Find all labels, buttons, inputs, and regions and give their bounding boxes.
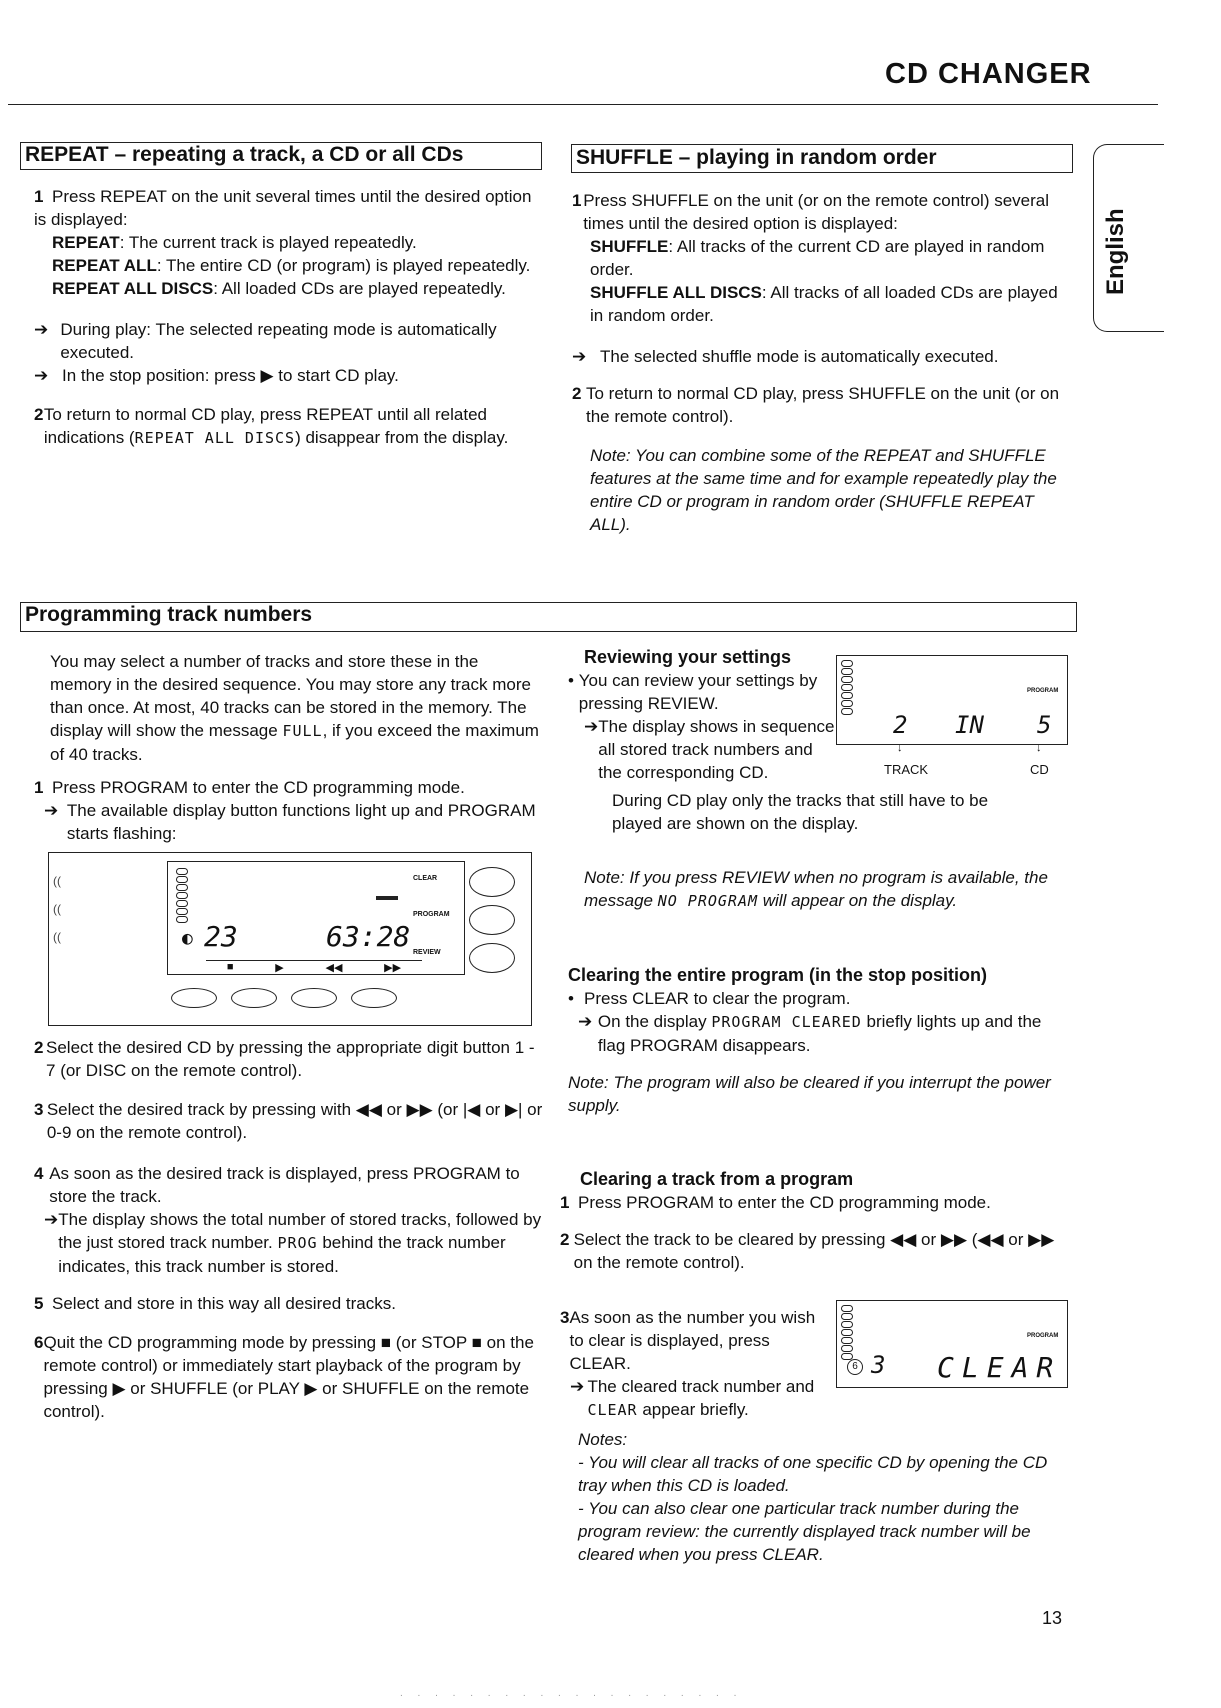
clearing-track-step3-arrow-b: appear briefly. — [637, 1400, 749, 1419]
repeat-opt1-text: : The current track is played repeatedly. — [119, 233, 417, 252]
repeat-step2-lcd: REPEAT ALL DISCS — [134, 429, 296, 447]
scan-artifact: . . . . . . . . . . . . . . . . . . . . — [400, 1688, 743, 1699]
review-display — [836, 655, 1068, 745]
display-button-column — [411, 861, 463, 973]
stop-button-icon[interactable]: ■ — [226, 961, 234, 973]
disc-indicator-stack — [841, 660, 853, 716]
clearing-track-step3-lcd: CLEAR — [587, 1401, 638, 1419]
review-lcd-right: 5 — [1037, 711, 1052, 739]
clearing-all-heading: Clearing the entire program (in the stop position) — [568, 965, 988, 985]
lcd-track: 23 — [204, 920, 238, 953]
header-rule — [8, 104, 1158, 105]
programming-step4-arrow-a: The display shows the total number of stored tracks, followed by the just stored track number. — [58, 1210, 542, 1252]
shuffle-body — [572, 189, 1072, 536]
arrow-icon: ➔ — [44, 801, 59, 820]
disc-indicator-stack — [176, 868, 188, 924]
programming-step3-text: Select the desired track by pressing with ◀◀ or ▶▶ (or |◀ or ▶| or 0-9 on the remote control). — [46, 1100, 543, 1142]
bullet-icon: • — [568, 671, 574, 690]
clearing-track-step3-arrow-a: The cleared track number and — [587, 1377, 815, 1396]
programming-step1-num: 1 — [34, 778, 44, 797]
page-number: 13 — [1042, 1608, 1063, 1628]
programming-step4-lcd: PROG — [277, 1234, 318, 1252]
repeat-step1-text: Press REPEAT on the unit several times until the desired option is displayed: — [34, 187, 532, 229]
clearing-all-arrow-b: briefly lights up and the flag PROGRAM disappears. — [597, 1012, 1042, 1055]
reviewing-cont: During CD play only the tracks that still have to be played are shown on the display. — [612, 791, 989, 833]
digit-button[interactable] — [171, 988, 217, 1008]
shuffle-opt2-label: SHUFFLE ALL DISCS — [590, 283, 762, 302]
next-button-icon[interactable]: ▶▶ — [384, 962, 402, 974]
disc-number-icon: 6 — [847, 1359, 863, 1375]
programming-step5-num: 5 — [34, 1294, 44, 1313]
repeat-opt3-label: REPEAT ALL DISCS — [52, 279, 214, 298]
reviewing-section — [568, 646, 836, 784]
programming-steps — [34, 1036, 546, 1423]
clearing-all-note: Note: The program will also be cleared if you interrupt the power supply. — [568, 1073, 1051, 1115]
arrow-icon: ➔ — [34, 320, 49, 339]
clearing-track-step1-num: 1 — [560, 1193, 570, 1212]
shuffle-opt1-label: SHUFFLE — [590, 237, 669, 256]
programming-step3-num: 3 — [34, 1100, 44, 1119]
shuffle-step2-num: 2 — [572, 384, 582, 403]
clearing-track-heading: Clearing a track from a program — [580, 1169, 854, 1189]
review-lcd-left: 2 — [893, 711, 908, 739]
programming-step4-num: 4 — [34, 1164, 44, 1183]
clearing-track-note2: - You can also clear one particular track number during the program review: the currently displayed track number will be cleared when you press CLEAR. — [578, 1499, 1031, 1564]
repeat-heading: REPEAT – repeating a track, a CD or all CDs — [25, 143, 464, 166]
clearing-track-step2-num: 2 — [560, 1230, 570, 1249]
shuffle-step1-text: Press SHUFFLE on the unit (or on the remote control) several times until the desired option is displayed: — [583, 191, 1050, 233]
clear-display — [836, 1300, 1068, 1388]
repeat-opt3-text: : All loaded CDs are played repeatedly. — [213, 279, 506, 298]
track-label: TRACK — [884, 762, 929, 777]
repeat-arrow2: In the stop position: press ▶ to start CD play. — [62, 366, 399, 385]
clearing-track-section — [560, 1168, 1070, 1274]
programming-heading-box — [20, 602, 1077, 632]
programming-intro-lcd: FULL — [282, 722, 323, 740]
prev-button-icon[interactable]: ◀◀ — [325, 962, 343, 974]
programming-step5-text: Select and store in this way all desired tracks. — [52, 1294, 396, 1313]
program-flag — [376, 896, 398, 900]
reviewing-note — [584, 866, 1054, 913]
reviewing-note-lcd: NO PROGRAM — [657, 892, 759, 910]
shuffle-step2-text: To return to normal CD play, press SHUFFLE on the unit (or on the remote control). — [586, 384, 1060, 426]
programming-step1-text: Press PROGRAM to enter the CD programming mode. — [52, 778, 465, 797]
repeat-arrow1: During play: The selected repeating mode is automatically executed. — [60, 320, 497, 362]
programming-step1 — [34, 776, 544, 845]
review-button-label: REVIEW — [413, 949, 441, 956]
review-button[interactable] — [469, 943, 515, 973]
programming-step1-arrow: The available display button functions light up and PROGRAM starts flashing: — [66, 801, 536, 843]
page-title: CD CHANGER — [885, 58, 1092, 90]
clearing-track-notes-head: Notes: — [578, 1430, 628, 1449]
repeat-body — [34, 185, 544, 450]
language-tab — [1093, 144, 1164, 332]
reviewing-arrow: The display shows in sequence all stored track numbers and the corresponding CD. — [598, 717, 835, 782]
track-arrow: ↓ — [897, 742, 903, 754]
digit-button[interactable] — [351, 988, 397, 1008]
shuffle-opt2-text: : All tracks of all loaded CDs are played in random order. — [590, 283, 1058, 325]
program-button[interactable] — [469, 905, 515, 935]
programming-intro-b: , if you exceed the maximum of 40 tracks. — [50, 721, 539, 764]
clear-button[interactable] — [469, 867, 515, 897]
repeat-opt2-text: : The entire CD (or program) is played repeatedly. — [156, 256, 531, 275]
clearing-track-notes — [578, 1428, 1058, 1566]
digit-button[interactable] — [291, 988, 337, 1008]
reviewing-heading: Reviewing your settings — [584, 647, 792, 667]
programming-step6-num: 6 — [34, 1333, 44, 1352]
repeat-step2-num: 2 — [34, 405, 44, 424]
arrow-icon: ➔ — [578, 1012, 593, 1031]
bullet-icon: • — [568, 989, 574, 1008]
program-flag: PROGRAM — [1027, 688, 1059, 694]
clear-lcd-track: 3 — [871, 1351, 886, 1379]
clearing-track-note1: - You will clear all tracks of one specific CD by opening the CD tray when this CD is loaded. — [578, 1453, 1048, 1495]
programming-step4-arrow-b: behind the track number indicates, this track number is stored. — [58, 1233, 506, 1276]
shuffle-step1-num: 1 — [572, 191, 582, 210]
cd-arrow: ↓ — [1036, 742, 1042, 754]
clearing-all-section — [568, 964, 1068, 1117]
repeat-heading-box — [20, 142, 542, 170]
programming-step6-text: Quit the CD programming mode by pressing ■ (or STOP ■ on the remote control) or immediately start playback of the program by pressing ▶ or SHUFFLE (or PLAY ▶ or SHUFFLE on the remote control). — [43, 1333, 534, 1421]
repeat-step2-text-b: ) disappear from the display. — [295, 428, 509, 447]
lcd-time: 63:28 — [326, 920, 411, 953]
play-button-icon[interactable]: ▶ — [275, 962, 284, 974]
programming-intro-a: You may select a number of tracks and store these in the memory in the desired sequence. You may store any track more than once. At most, 40 tracks can be stored in the memory. The display will show the message — [50, 652, 531, 740]
clearing-all-bullet: Press CLEAR to clear the program. — [584, 989, 851, 1008]
language-tab-label: English — [1102, 208, 1129, 295]
program-button-label: PROGRAM — [413, 911, 450, 918]
clear-lcd-word: CLEAR — [937, 1351, 1062, 1384]
shuffle-heading-box — [571, 144, 1073, 173]
arrow-icon: ➔ — [34, 366, 49, 385]
lcd-disc-icon: ◐ — [182, 928, 193, 949]
arrow-icon: ➔ — [570, 1377, 585, 1396]
clearing-track-step3 — [560, 1306, 832, 1422]
clearing-track-step3-text: As soon as the number you wish to clear is displayed, press CLEAR. — [569, 1308, 816, 1373]
cd-label: CD — [1030, 762, 1049, 777]
shuffle-heading: SHUFFLE – playing in random order — [576, 146, 937, 169]
disc-indicator-stack — [841, 1305, 853, 1361]
control-panel-illustration — [48, 852, 532, 1026]
arrow-icon: ➔ — [584, 717, 599, 736]
transport-bar — [206, 960, 422, 975]
digit-button[interactable] — [231, 988, 277, 1008]
programming-heading: Programming track numbers — [25, 603, 313, 626]
repeat-step2-text-a: To return to normal CD play, press REPEAT until all related indications ( — [43, 405, 488, 447]
clearing-track-step3-num: 3 — [560, 1308, 570, 1327]
programming-step2-num: 2 — [34, 1038, 44, 1057]
repeat-opt2-label: REPEAT ALL — [52, 256, 157, 275]
shuffle-note: Note: You can combine some of the REPEAT and SHUFFLE features at the same time and for example repeatedly play the entire CD or program in random order (SHUFFLE REPEAT ALL). — [590, 446, 1057, 534]
repeat-opt1-label: REPEAT — [52, 233, 120, 252]
shuffle-opt1-text: : All tracks of the current CD are played in random order. — [590, 237, 1045, 279]
repeat-step1-num: 1 — [34, 187, 44, 206]
clearing-all-arrow-a: On the display — [597, 1012, 712, 1031]
speaker-marks: (( (( (( — [53, 874, 61, 944]
clear-button-label: CLEAR — [413, 875, 438, 882]
review-lcd-mid: IN — [955, 711, 984, 739]
reviewing-note-b: will appear on the display. — [758, 891, 958, 910]
clearing-all-lcd: PROGRAM CLEARED — [711, 1013, 862, 1031]
reviewing-bullet: You can review your settings by pressing REVIEW. — [578, 671, 818, 713]
clearing-track-step1-text: Press PROGRAM to enter the CD programming mode. — [578, 1193, 991, 1212]
programming-intro — [50, 650, 540, 766]
shuffle-arrow1: The selected shuffle mode is automatically executed. — [600, 347, 999, 366]
reviewing-note-a: Note: If you press REVIEW when no program is available, the message — [584, 868, 1048, 910]
arrow-icon: ➔ — [572, 347, 587, 366]
program-flag: PROGRAM — [1027, 1333, 1059, 1339]
programming-step2-text: Select the desired CD by pressing the appropriate digit button 1 - 7 (or DISC on the remote control). — [46, 1038, 535, 1080]
arrow-icon: ➔ — [44, 1210, 59, 1229]
programming-step4-text: As soon as the desired track is displayed, press PROGRAM to store the track. — [49, 1164, 520, 1206]
clearing-track-step2-text: Select the track to be cleared by pressing ◀◀ or ▶▶ (◀◀ or ▶▶ on the remote control). — [573, 1230, 1055, 1272]
